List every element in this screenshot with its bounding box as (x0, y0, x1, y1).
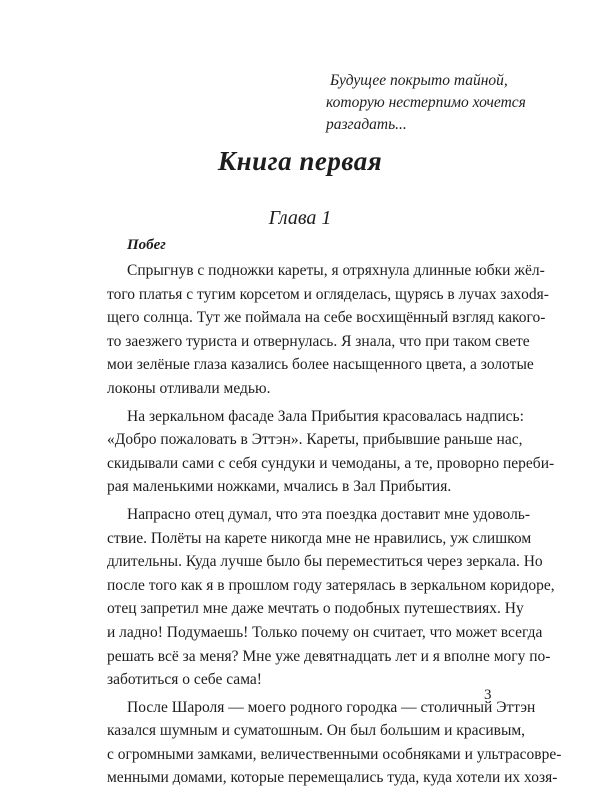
text-line: скидывали сами с себя сундуки и чемоданы, а те, проворно переби- (107, 454, 555, 472)
text-line: мои зелёные глаза казались более насыщенного цвета, а золотые (107, 356, 534, 374)
text-line: казался шумным и суматошным. Он был большим и красивым, (107, 722, 526, 740)
paragraph (107, 405, 555, 499)
text-line: Спрыгнув с подножки кареты, я отряхнула длинные юбки жёл- (127, 262, 545, 279)
book-title: Книга первая (217, 146, 383, 176)
paragraph (107, 259, 549, 401)
text-line: щего солнца. Тут же поймала на себе восхищённый взгляд какого- (107, 309, 546, 327)
text-line: того платья с тугим корсетом и огляделась, щурясь в лучах захodя- (107, 285, 549, 303)
text-line: отец запретил мне даже мечтать о подобных путешествиях. Ну (107, 600, 524, 618)
epigraph-line: которую нестерпимо хочется (326, 94, 526, 111)
paragraph (107, 503, 555, 692)
text-line: локоны отливали медью. (107, 379, 271, 397)
epigraph (326, 70, 566, 136)
text-line: На зеркальном фасаде Зала Прибытия красовалась надпись: (127, 407, 524, 425)
text-line: то заезжего туриста и отвернулась. Я знала, что при таком свете (107, 332, 530, 350)
text-line: «Добро пожаловать в Эттэн». Кареты, прибывшие раньше нас, (107, 431, 523, 449)
body-text (107, 259, 562, 790)
text-line: длительны. Куда лучше было бы переместиться через зеркала. Но (107, 553, 543, 571)
text-line: с огромными замками, величественными особняками и ультрасовре- (107, 745, 562, 763)
epigraph-line: Будущее покрыто тайной, (330, 72, 508, 89)
text-line: Напрасно отец думал, что эта поездка доставит мне удоволь- (127, 505, 531, 523)
text-line: заботиться о себе сама! (107, 671, 262, 689)
page-number: 3 (484, 687, 492, 703)
paragraph (107, 696, 562, 790)
text-line: и ладно! Подумаешь! Только почему он считает, что может всегда (107, 623, 543, 641)
text-line: менными домами, которые перемещались туда, куда хотели их хозя- (107, 769, 558, 787)
section-title: Побег (127, 237, 166, 253)
text-line: после того как я в прошлом году затерялась в зеркальном коридоре, (107, 576, 555, 594)
text-line: ствие. Полёты на карете никогда мне не нравились, уж слишком (107, 529, 532, 547)
epigraph-line: разгадать... (326, 116, 407, 133)
text-line: решать всё за меня? Мне уже девятнадцать лет и я вполне могу по- (107, 647, 551, 665)
text-line: После Шароля — моего родного городка — столичный Эттэн (127, 698, 536, 716)
chapter-title: Глава 1 (268, 207, 332, 229)
text-line: рая маленькими ножками, мчались в Зал Прибытия. (107, 478, 452, 496)
